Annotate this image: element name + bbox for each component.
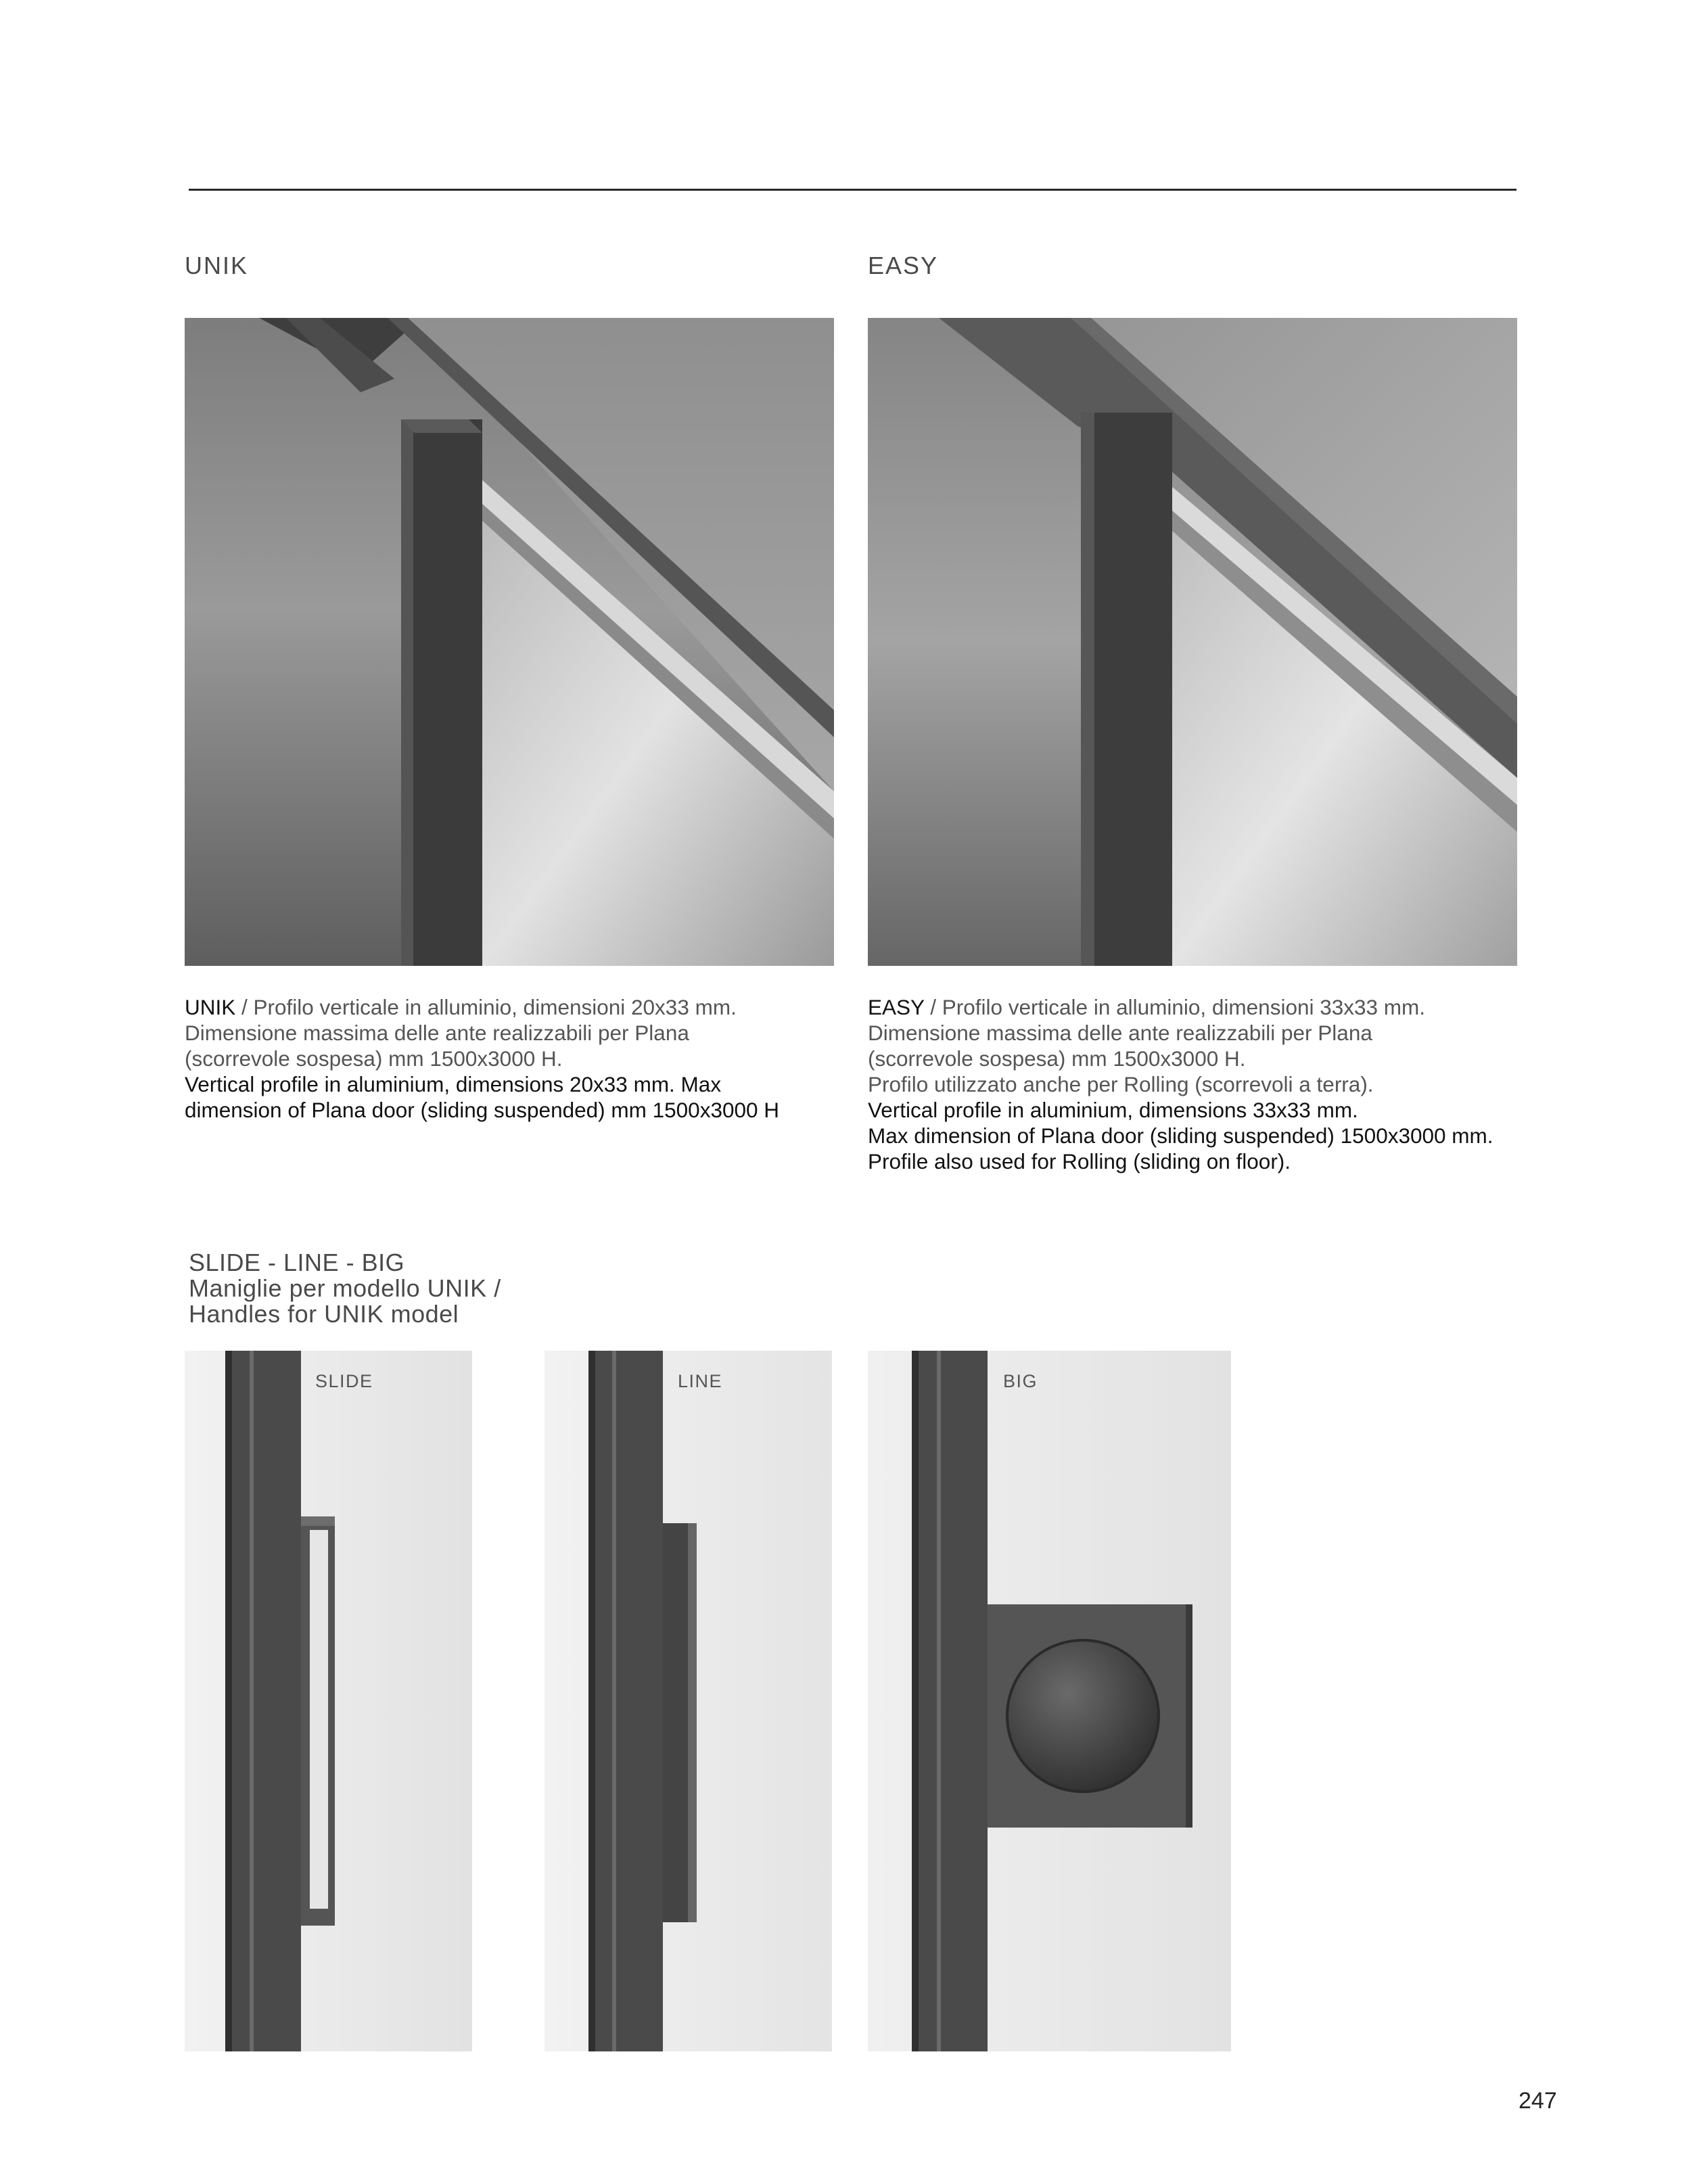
handles-title [189, 1250, 501, 1327]
handle-line-label: LINE [678, 1371, 723, 1391]
handles-title-line: Maniglie per modello UNIK / [189, 1274, 501, 1302]
handle-big-label: BIG [1003, 1371, 1038, 1391]
handles-title-line: SLIDE - LINE - BIG [189, 1249, 405, 1276]
easy-description [868, 994, 1551, 1174]
unik-description [185, 994, 868, 1123]
easy-desc-en-line: Vertical profile in aluminium, dimensions 33x33 mm. [868, 1098, 1358, 1122]
unik-desc-it-line: Dimensione massima delle ante realizzabili per Plana [185, 1021, 689, 1045]
handle-slide-label: SLIDE [315, 1371, 373, 1391]
top-rule [189, 189, 1516, 191]
page-number: 247 [1519, 2088, 1557, 2114]
easy-desc-it-line: (scorrevole sospesa) mm 1500x3000 H. [868, 1046, 1246, 1071]
unik-profile-photo [185, 318, 834, 966]
easy-desc-it-line: / Profilo verticale in alluminio, dimensioni 33x33 mm. [924, 995, 1426, 1019]
easy-desc-it-line: Dimensione massima delle ante realizzabili per Plana [868, 1021, 1372, 1045]
easy-desc-it-line: Profilo utilizzato anche per Rolling (scorrevoli a terra). [868, 1072, 1374, 1096]
unik-desc-it-line: / Profilo verticale in alluminio, dimensioni 20x33 mm. [235, 995, 737, 1019]
unik-desc-en-line: dimension of Plana door (sliding suspended) mm 1500x3000 H [185, 1098, 780, 1122]
easy-desc-name: EASY [868, 995, 925, 1019]
easy-desc-en-line: Profile also used for Rolling (sliding on floor). [868, 1149, 1291, 1174]
handle-slide [185, 1351, 472, 2051]
handles-title-line: Handles for UNIK model [189, 1300, 459, 1328]
easy-desc-en-line: Max dimension of Plana door (sliding suspended) 1500x3000 mm. [868, 1123, 1493, 1148]
unik-desc-it-line: (scorrevole sospesa) mm 1500x3000 H. [185, 1046, 563, 1071]
easy-profile-photo [868, 318, 1517, 966]
easy-title: EASY [868, 252, 939, 279]
handle-line [545, 1351, 832, 2051]
unik-title: UNIK [185, 252, 249, 279]
unik-desc-name: UNIK [185, 995, 236, 1019]
unik-desc-en-line: Vertical profile in aluminium, dimensions 20x33 mm. Max [185, 1072, 722, 1096]
handle-big [868, 1351, 1231, 2051]
